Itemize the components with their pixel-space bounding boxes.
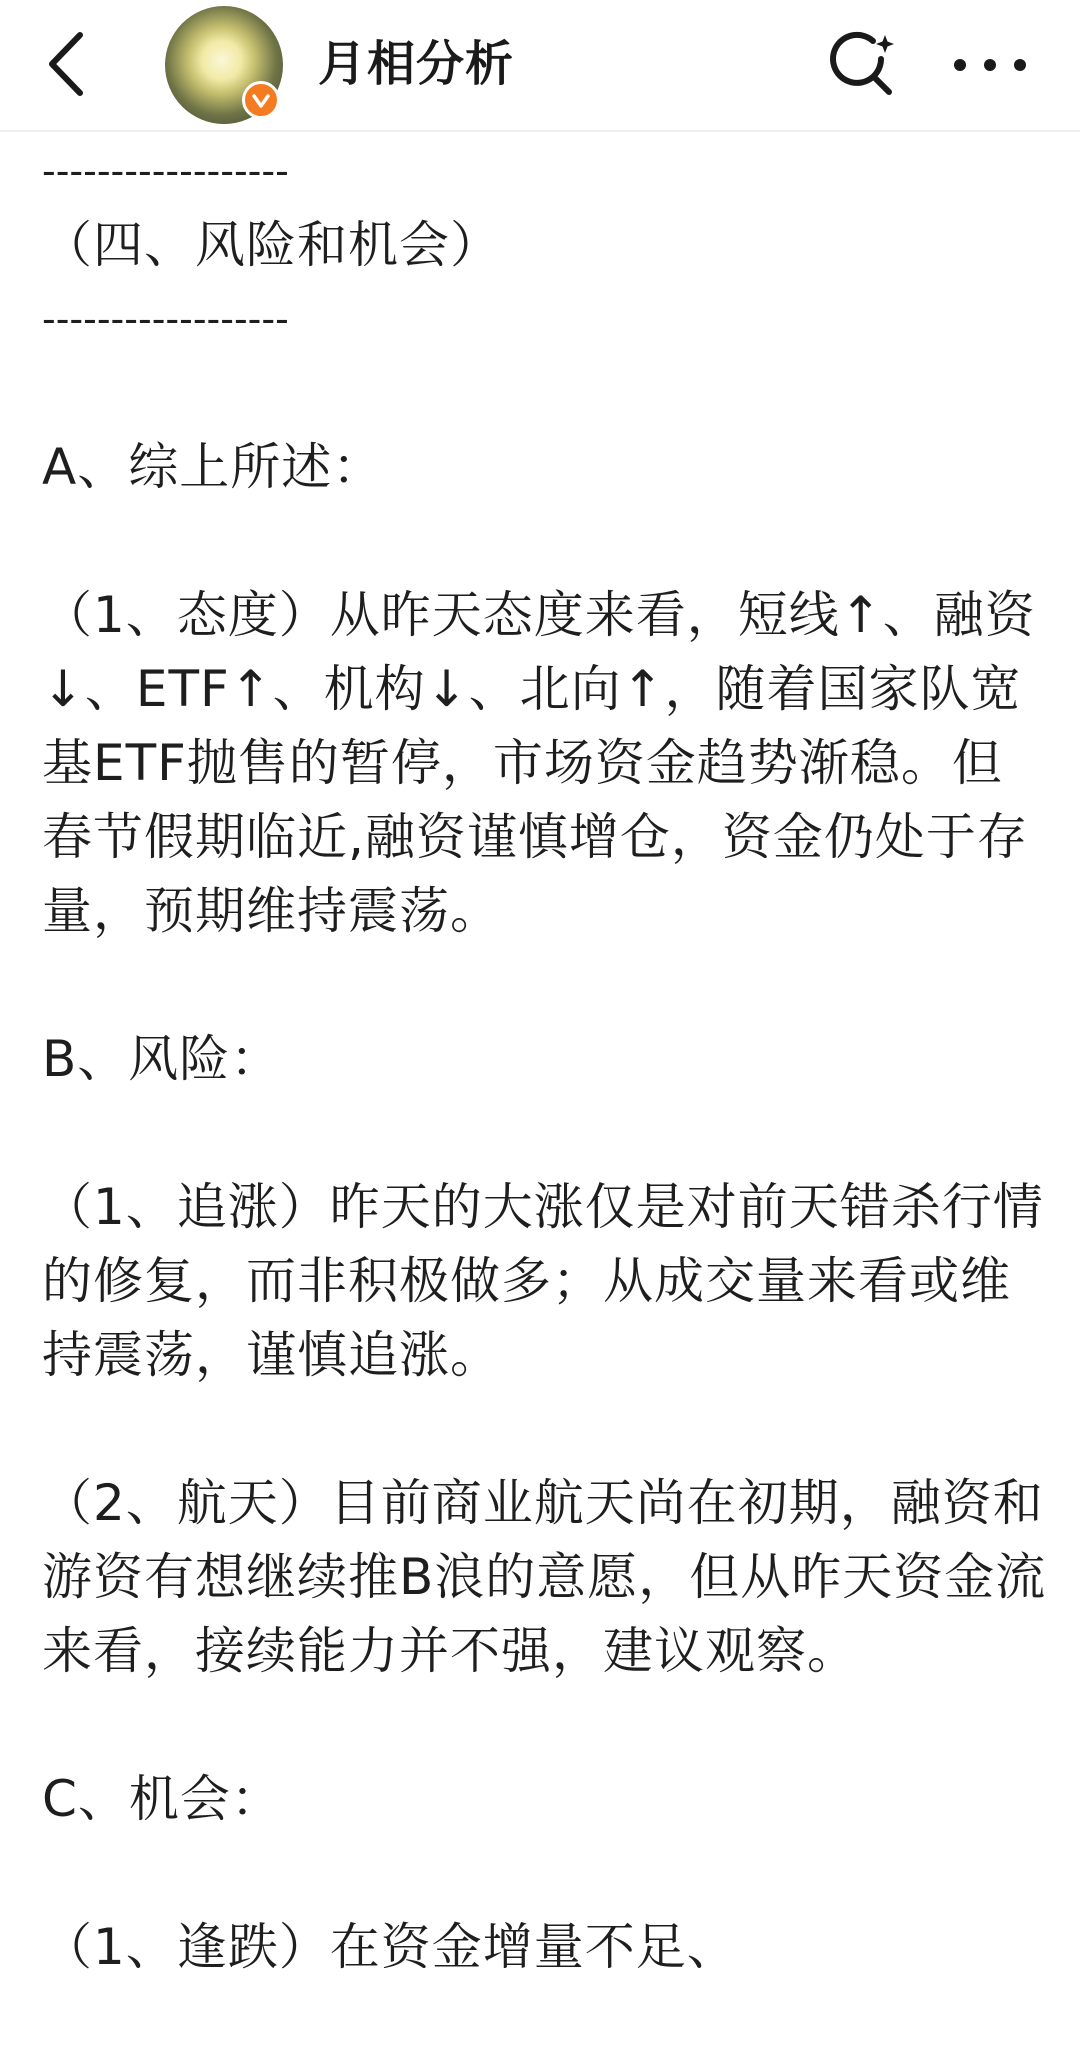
avatar[interactable]: [165, 6, 283, 124]
page-title: 月相分析: [318, 36, 515, 92]
bottom-fade-overlay: [720, 1990, 1080, 2065]
search-button[interactable]: [818, 22, 908, 108]
section-heading: C、机会：: [42, 1770, 282, 1828]
chevron-left-icon: [44, 29, 88, 99]
more-horizontal-icon: [950, 55, 1030, 75]
paragraph: （1、追涨）昨天的大涨仅是对前天错杀行情的修复，而非积极做多；从成交量来看或维持震荡，谨慎追涨。: [42, 1178, 1044, 1384]
section-title: （四、风险和机会）: [42, 216, 501, 274]
top-navigation-bar: [0, 0, 1080, 132]
divider-text: ------------------: [42, 297, 289, 341]
paragraph: （1、逢跌）在资金增量不足、: [42, 1918, 738, 1976]
paragraph: （1、态度）从昨天态度来看，短线↑、融资↓、ETF↑、机构↓、北向↑，随着国家队宽基ETF抛售的暂停，市场资金趋势渐稳。但春节假期临近,融资谨慎增仓，资金仍处于存量，预期维持震荡。: [42, 586, 1036, 940]
back-button[interactable]: [34, 22, 98, 106]
section-heading: B、风险：: [42, 1030, 282, 1088]
search-icon: [823, 25, 903, 105]
paragraph: （2、航天）目前商业航天尚在初期，融资和游资有想继续推B浪的意愿，但从昨天资金流来看，接续能力并不强，建议观察。: [42, 1474, 1047, 1680]
more-options-button[interactable]: [940, 22, 1040, 108]
section-heading: A、综上所述：: [42, 438, 384, 496]
article-body: [42, 134, 1052, 1984]
verified-badge-icon: [242, 81, 280, 119]
divider-text: ------------------: [42, 149, 289, 193]
